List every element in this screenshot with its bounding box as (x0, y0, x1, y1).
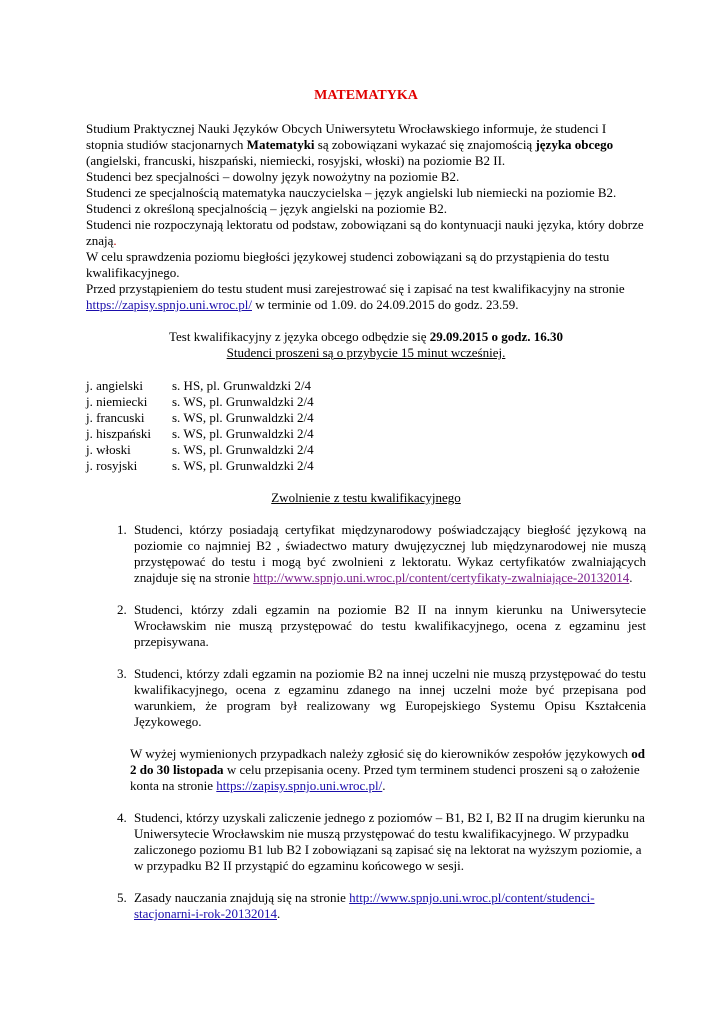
test-date-line: Test kwalifikacyjny z języka obcego odbędzie się 29.09.2015 o godz. 16.30 (168, 329, 564, 344)
table-row (86, 410, 314, 426)
exemption-heading: Zwolnienie z testu kwalifikacyjnego (271, 490, 461, 505)
table-row (86, 378, 314, 394)
language-room: s. WS, pl. Grunwaldzki 2/4 (172, 394, 314, 409)
language-room: s. WS, pl. Grunwaldzki 2/4 (172, 442, 314, 457)
table-row (86, 458, 314, 474)
page-title: MATEMATYKA (314, 88, 418, 103)
language-name: j. francuski (86, 410, 145, 425)
language-name: j. angielski (86, 378, 144, 393)
language-name: j. włoski (86, 442, 131, 457)
table-row (86, 426, 314, 442)
language-room: s. HS, pl. Grunwaldzki 2/4 (172, 378, 312, 393)
exemption-list (86, 522, 646, 730)
table-row (86, 394, 314, 410)
account-link[interactable]: https://zapisy.spnjo.uni.wroc.pl/ (216, 778, 383, 793)
language-room: s. WS, pl. Grunwaldzki 2/4 (172, 458, 314, 473)
list-item: 3. Studenci, którzy zdali egzamin na poziomie B2 na innej uczelni nie muszą przystępować do testu kwalifikacyjnego, ocena z egzaminu zdanego na innej uczelni może być przepisana pod warunkiem, że program był realizowany wg Europejskiego Systemu Opisu Kształcenia Językowego. (130, 666, 646, 730)
list-item: 4. Studenci, którzy uzyskali zaliczenie jednego z poziomów – B1, B2 I, B2 II na drugim kierunku na Uniwersytecie Wrocławskim nie muszą przystępować do testu kwalifikacyjnego. W przypadku zaliczonego poziomu B1 lub B2 I zobowiązani są zapisać się na lektorat na wyższym poziomie, a w przypadku B2 II przystąpić do egzaminu końcowego w sesji. (130, 810, 646, 874)
exemption-note: W wyżej wymienionych przypadkach należy zgłosić się do kierowników zespołów językowych od 2 do 30 listopada w celu przepisania oceny. Przed tym terminem studenci proszeni są o założenie konta na stronie https://zapisy.spnjo.uni.wroc.pl/. (130, 746, 645, 793)
teaching-rules-link[interactable]: http://www.spnjo.uni.wroc.pl/content/studenci-stacjonarni-i-rok-20132014 (134, 890, 595, 921)
intro-line-test-requirement: W celu sprawdzenia poziomu biegłości językowej studenci zobowiązani są do przystąpienia do testu kwalifikacyjnego. (86, 249, 610, 280)
language-room: s. WS, pl. Grunwaldzki 2/4 (172, 410, 314, 425)
language-name: j. rosyjski (86, 458, 138, 473)
intro-line-specific-specialty: Studenci z określoną specjalnością – język angielski na poziomie B2. (86, 201, 448, 216)
intro-line-registration: Przed przystąpieniem do testu student musi zarejestrować się i zapisać na test kwalifikacyjny na stronie https://zapisy.spnjo.uni.wroc.pl/ w terminie od 1.09. do 24.09.2015 do godz. 23.59. (86, 281, 625, 312)
certificates-link[interactable]: http://www.spnjo.uni.wroc.pl/content/certyfikaty-zwalniające-20132014 (253, 570, 630, 585)
intro-paragraph: Studium Praktycznej Nauki Języków Obcych Uniwersytetu Wrocławskiego informuje, że studenci I stopnia studiów stacjonarnych Matematyki są zobowiązani wykazać się znajomością języka obcego (angielski, francuski, hiszpański, niemiecki, rosyjski, włoski) na poziomie B2 II. (86, 121, 614, 168)
exemption-list-continued (86, 810, 646, 922)
list-item: 2. Studenci, którzy zdali egzamin na poziomie B2 II na innym kierunku na Uniwersytecie Wrocławskim nie muszą przystępować do testu kwalifikacyjnego, ocena z egzaminu jest przepisywana. (130, 602, 646, 650)
language-name: j. hiszpański (86, 426, 151, 441)
test-arrival-notice: Studenci proszeni są o przybycie 15 minut wcześniej. (226, 345, 506, 360)
table-row (86, 442, 314, 458)
intro-line-teaching-specialty: Studenci ze specjalnością matematyka nauczycielska – język angielski lub niemiecki na poziomie B2. (86, 185, 617, 200)
language-room: s. WS, pl. Grunwaldzki 2/4 (172, 426, 314, 441)
language-room-table (86, 378, 314, 474)
intro-line-no-specialty: Studenci bez specjalności – dowolny język nowożytny na poziomie B2. (86, 169, 460, 184)
registration-link[interactable]: https://zapisy.spnjo.uni.wroc.pl/ (86, 297, 252, 312)
document-page (86, 88, 646, 938)
language-name: j. niemiecki (86, 394, 148, 409)
list-item: 1. Studenci, którzy posiadają certyfikat międzynarodowy poświadczający biegłość językową na poziomie co najmniej B2 , świadectwo matury dwujęzycznej lub międzynarodowej nie muszą przystępować do testu i mogą być zwolnieni z lektoratu. Wykaz certyfikatów zwalniających znajduje się na stronie http://www.spnjo.uni.wroc.pl/content/certyfikaty-zwalniające-20132014. (130, 522, 646, 586)
intro-line-continuation: Studenci nie rozpoczynają lektoratu od podstaw, zobowiązani są do kontynuacji nauki języka, który dobrze znają. (86, 217, 644, 248)
list-item: 5. Zasady nauczania znajdują się na stronie http://www.spnjo.uni.wroc.pl/content/studenci-stacjonarni-i-rok-20132014. (130, 890, 646, 922)
